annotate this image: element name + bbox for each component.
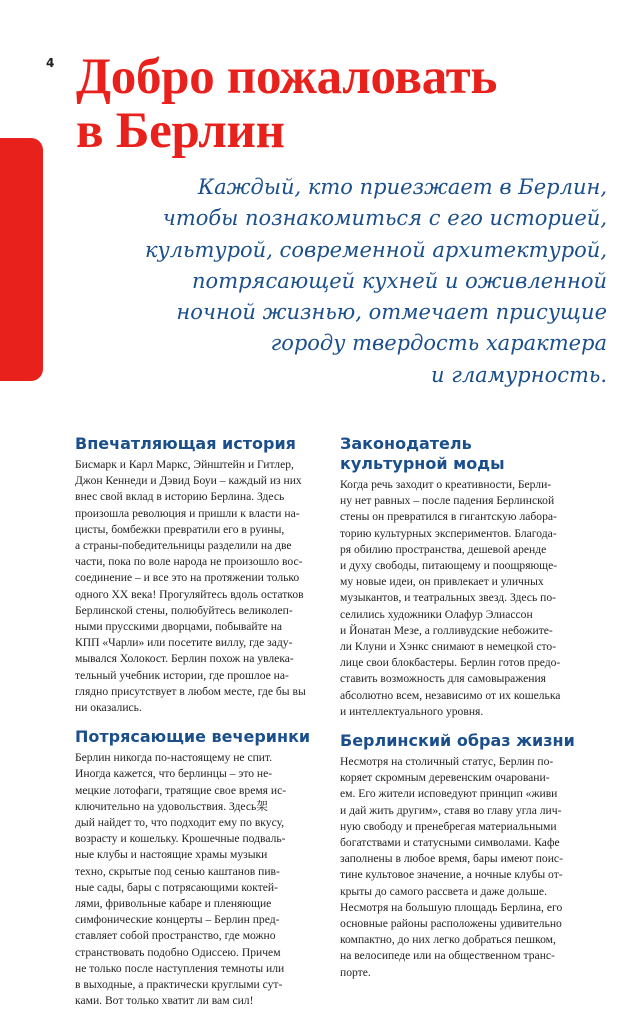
body-line: основные районы расположены удивительно xyxy=(340,917,562,931)
heading-line: Впечатляющая история xyxy=(75,434,296,453)
body-line: ключительно на удовольствия. Здесь架 xyxy=(75,799,268,813)
body-line: части, пока по воле народа не произошло вос- xyxy=(75,555,303,569)
section-heading xyxy=(340,434,592,474)
body-line: ставляет собой пространство, где можно xyxy=(75,929,276,943)
body-line: симфонические концерты – Берлин пред- xyxy=(75,913,280,927)
body-line: заполнены в любое время, бары имеют поис- xyxy=(340,852,563,866)
body-line: ли Клуни и Хэнкс снимают в немецкой сто- xyxy=(340,640,557,654)
body-line: компактно, до них легко добраться пешком, xyxy=(340,933,556,947)
body-line: глядно присутствует в любом месте, где бы вы xyxy=(75,684,306,698)
body-line: и духу свободы, питающему и поощряюще- xyxy=(340,559,558,573)
body-line: и Йонатан Мезе, а голливудские небожите- xyxy=(340,623,553,637)
body-line: Когда речь заходит о креативности, Берли- xyxy=(340,478,552,491)
body-line: и дай жить другим», ставя во главу угла лич- xyxy=(340,803,562,817)
body-line: ками. Вот только хватит ли вам сил! xyxy=(75,994,254,1008)
body-line: ную свободу и пренебрегая материальными xyxy=(340,819,557,833)
intro-line: ночной жизнью, отмечает присущие xyxy=(176,300,607,325)
body-line: ные сады, бары с потрясающими коктей- xyxy=(75,880,278,894)
body-line: коряет скромным деревенским очаровани- xyxy=(340,771,550,785)
body-line: в выходные, а практически круглыми сут- xyxy=(75,978,283,992)
body-line: музыкантов, и театральных звезд. Здесь по- xyxy=(340,591,556,605)
intro-line: чтобы познакомиться с его историей, xyxy=(162,206,607,231)
heading-line: Потрясающие вечеринки xyxy=(75,727,311,747)
body-line: Берлинской стены, полюбуйтесь великолеп- xyxy=(75,603,293,617)
left-column xyxy=(75,434,337,1010)
heading-line: Берлинский образ жизни xyxy=(340,731,575,751)
body-line: богатствами и статусными символами. Кафе xyxy=(340,836,560,850)
section-body xyxy=(340,754,592,981)
body-line: одного XX века! Прогуляйтесь вдоль остатков xyxy=(75,587,304,601)
section-history xyxy=(75,434,337,716)
body-line: странствовать подобно Одиссею. Причем xyxy=(75,945,281,959)
body-line: му новые идеи, он привлекает и уличных xyxy=(340,575,544,589)
body-line: внес свой вклад в историю Берлина. Здесь xyxy=(75,490,285,504)
body-line: Берлин никогда по-настоящему не спит. xyxy=(75,751,273,765)
title-line: Добро пожаловать xyxy=(76,49,498,105)
page-number: 4 xyxy=(46,56,55,70)
body-line: Джон Кеннеди и Дэвид Боуи – каждый из них xyxy=(75,474,302,488)
body-line: а страны-победительницы разделили на две xyxy=(75,539,292,553)
body-line: лями, фривольные кабаре и пленяющие xyxy=(75,897,272,911)
section-culture xyxy=(340,434,592,720)
body-line: абсолютно всем, независимо от их кошелька xyxy=(340,688,561,702)
heading-line: Законодатель xyxy=(340,434,472,453)
chapter-side-tab xyxy=(0,138,43,381)
body-line: тельный учебник истории, где прошлое на- xyxy=(75,668,289,682)
body-line: ные клубы и настоящие храмы музыки xyxy=(75,848,268,862)
intro-line: культурой, современной архитектурой, xyxy=(144,237,607,262)
right-column xyxy=(340,434,592,981)
body-line: ставить возможность для самовыражения xyxy=(340,672,547,686)
body-line: торию культурных экспериментов. Благода- xyxy=(340,526,557,540)
body-line: соединение – и все это на протяжении только xyxy=(75,571,300,585)
body-line: ря обилию пространства, дешевой аренде xyxy=(340,542,547,556)
section-lifestyle xyxy=(340,731,592,981)
body-line: на велосипеде или на общественном транс- xyxy=(340,949,555,963)
section-heading xyxy=(340,731,592,751)
body-line: стены он превратился в гигантскую лабора- xyxy=(340,510,557,524)
body-line: крыты до самого рассвета и даже дольше. xyxy=(340,884,547,898)
body-line: Несмотря на столичный статус, Берлин по- xyxy=(340,755,554,769)
intro-line: Каждый, кто приезжает в Берлин, xyxy=(197,175,607,199)
heading-line: культурной моды xyxy=(340,454,505,473)
intro-paragraph xyxy=(137,172,607,391)
body-line: Иногда кажется, что берлинцы – это не- xyxy=(75,767,273,781)
body-line: порте. xyxy=(340,965,371,979)
body-line: произошла революция и пришли к власти на- xyxy=(75,506,300,520)
intro-line: и гламурность. xyxy=(431,362,607,387)
body-line: ными прусскими дворцами, побывайте на xyxy=(75,620,283,634)
body-line: КПП «Чарли» или посетите виллу, где заду- xyxy=(75,636,293,650)
section-heading xyxy=(75,434,337,454)
section-body xyxy=(340,477,592,720)
body-line: Несмотря на большую площадь Берлина, его xyxy=(340,900,563,914)
body-line: и интеллектуального уровня. xyxy=(340,704,484,718)
body-line: ни оказались. xyxy=(75,701,142,715)
body-line: селились художники Олафур Элиассон xyxy=(340,607,533,621)
intro-line: городу твердость характера xyxy=(270,331,607,356)
page-title xyxy=(76,50,616,158)
body-line: ем. Его жители исповедуют принцип «живи xyxy=(340,787,558,801)
section-body xyxy=(75,457,337,716)
section-body xyxy=(75,750,337,1009)
body-line: дый найдет то, что подходит ему по вкусу, xyxy=(75,816,285,830)
body-line: техно, скрытые под сенью каштанов пив- xyxy=(75,864,280,878)
title-line: в Берлин xyxy=(76,103,285,159)
body-line: тине культовое значение, а ночные клубы от- xyxy=(340,868,563,882)
section-parties xyxy=(75,727,337,1009)
body-line: мывался Холокост. Берлин похож на увлека- xyxy=(75,652,294,666)
intro-line: потрясающей кухней и оживленной xyxy=(192,268,607,293)
body-line: лице свои блокбастеры. Берлин готов предо- xyxy=(340,656,561,670)
body-line: возрасту и кошельку. Крошечные подваль- xyxy=(75,832,286,846)
section-heading xyxy=(75,727,337,747)
body-line: ну нет равных – после падения Берлинской xyxy=(340,494,555,508)
body-line: не только после наступления темноты или xyxy=(75,961,285,975)
body-line: мецкие лотофаги, тратящие свое время ис- xyxy=(75,783,287,797)
body-line: Бисмарк и Карл Маркс, Эйнштейн и Гитлер, xyxy=(75,458,294,471)
body-line: цисты, бомбежки превратили его в руины, xyxy=(75,522,285,536)
